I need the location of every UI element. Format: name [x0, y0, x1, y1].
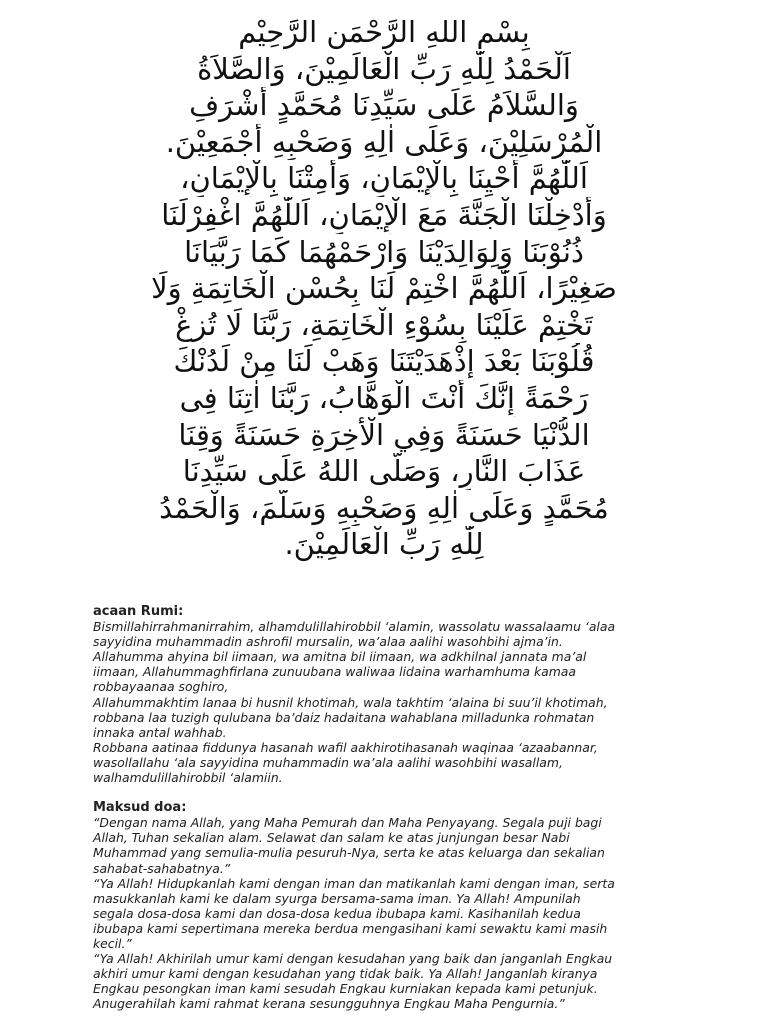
arabic-line: لِلّٰهِ رَبِّ الْعَالَمِيْنَ. — [284, 527, 484, 562]
arabic-line: ذُنُوْبَنَا وَلِوَالِدَيْنَا وَارْحَمْهُمَا كَمَا رَبَّيَانَا — [184, 234, 584, 269]
arabic-line: مُحَمَّدٍ وَعَلَى اٰلِهِ وَصَحْبِهِ وَسَلَّمَ، وَالْحَمْدُ — [159, 490, 609, 525]
arabic-line: اَللّٰهُمَّ أَحْيِنَا بِالْإِيْمَانِ، وَأَمِتْنَا بِالْإِيْمَانِ، — [180, 161, 588, 196]
arabic-line: عَذَابَ النَّارِ، وَصَلَّى اللهُ عَلَى سَيِّدِنَا — [182, 454, 586, 489]
rumi-paragraph: Robbana aatinaa fiddunya hasanah wafil aakhirotihasanah waqinaa ‘azaabannar, wasollallahu ‘ala sayyidina muhammadin wa’ala aalihi wasohbihi wasallam, walhamdulillahirobbil ‘alamiin. — [93, 739, 598, 786]
rumi-heading: acaan Rumi: — [93, 604, 184, 619]
rumi-paragraph: Allahummakhtim lanaa bi husnil khotimah, wala takhtim ‘alaina bi suu’il khotimah, robbana laa tuzigh qulubana ba’daiz hadaitana wahablana milladunka rohmatan innaka antal wahhab. — [93, 694, 608, 740]
maksud-paragraph: “Ya Allah! Akhirilah umur kami dengan kesudahan yang baik dan janganlah Engkau akhiri umur kami dengan kesudahan yang tidak baik. Ya Allah! Janganlah kiranya Engkau pesongkan iman kami sesudah Engkau kurniakan kepada kami petunjuk. Anugerahilah kami rahmat kerana sesungguhnya Engkau Maha Pengurnia.” — [93, 951, 613, 1012]
arabic-line: قُلُوْبَنَا بَعْدَ إِذْهَدَيْتَنَا وَهَبْ لَنَا مِنْ لَدُنْكَ — [173, 344, 595, 379]
arabic-line: وَأَدْخِلْنَا الْجَنَّةَ مَعَ الْإِيْمَانِ، اَللّٰهُمَّ اغْفِرْلَنَا — [161, 197, 607, 232]
arabic-line: الدُّنْيَا حَسَنَةً وَفِي الْأٰخِرَةِ حَسَنَةً وَقِنَا — [178, 417, 590, 452]
maksud-heading: Maksud doa: — [93, 800, 187, 816]
rumi-paragraph: Allahumma ahyina bil iimaan, wa amitna bil iimaan, wa adkhilnal jannata ma’al iimaan, Allahummaghfirlana zunuubana waliwaa lidaina warhamhuma kamaa robbayaanaa soghiro, — [93, 649, 587, 695]
rumi-section — [93, 604, 693, 785]
arabic-line: بِسْمِ اللهِ الرَّحْمَنِ الرَّحِيْمِ — [238, 15, 530, 49]
text-body — [93, 604, 693, 1011]
maksud-paragraph: “Dengan nama Allah, yang Maha Pemurah dan Maha Penyayang. Segala puji bagi Allah, Tuhan sekalian alam. Selawat dan salam ke atas junjungan besar Nabi Muhammad yang semulia-mulia pesuruh-Nya, serta ke atas keluarga dan sekalian sahabat-sahabatnya.” — [93, 815, 605, 876]
arabic-line: الْمُرْسَلِيْنَ، وَعَلَى اٰلِهِ وَصَحْبِهِ أَجْمَعِيْنَ. — [165, 124, 603, 159]
arabic-line: وَالسَّلاَمُ عَلَى سَيِّدِنَا مُحَمَّدٍ أَشْرَفِ — [189, 88, 579, 123]
section-spacer — [93, 785, 693, 800]
arabic-doa-text — [150, 14, 618, 563]
arabic-line: رَحْمَةً إِنَّكَ أَنْتَ الْوَهَّابُ، رَبَّنَا اٰتِنَا فِى — [179, 380, 589, 415]
arabic-line: اَلْحَمْدُ لِلّٰهِ رَبِّ الْعَالَمِيْنَ، وَالصَّلاَةُ — [197, 51, 571, 86]
rumi-paragraph: Bismillahirrahmanirrahim, alhamdulillahirobbil ‘alamin, wassolatu wassalaamu ‘alaa sayyidina muhammadin ashrofil mursalin, wa’alaa aalihi wasohbihi ajma’in. — [93, 619, 616, 650]
maksud-paragraph: “Ya Allah! Hidupkanlah kami dengan iman dan matikanlah kami dengan iman, serta masukkanlah kami ke dalam syurga bersama-sama iman. Ya Allah! Ampunilah segala dosa-dosa kami dan dosa-dosa kedua ibubapa kami. Kasihanilah kedua ibubapa kami sepertimana mereka berdua mengasihani kami sewaktu kami masih kecil.” — [93, 875, 615, 951]
arabic-line: تَخْتِمْ عَلَيْنَا بِسُوْءِ الْخَاتِمَةِ، رَبَّنَا لَا تُزِغْ — [175, 307, 593, 342]
maksud-section — [93, 800, 693, 1011]
arabic-line: صَغِيْرًا، اَللّٰهُمَّ اخْتِمْ لَنَا بِحُسْنِ الْخَاتِمَةِ وَلَا — [151, 271, 617, 306]
